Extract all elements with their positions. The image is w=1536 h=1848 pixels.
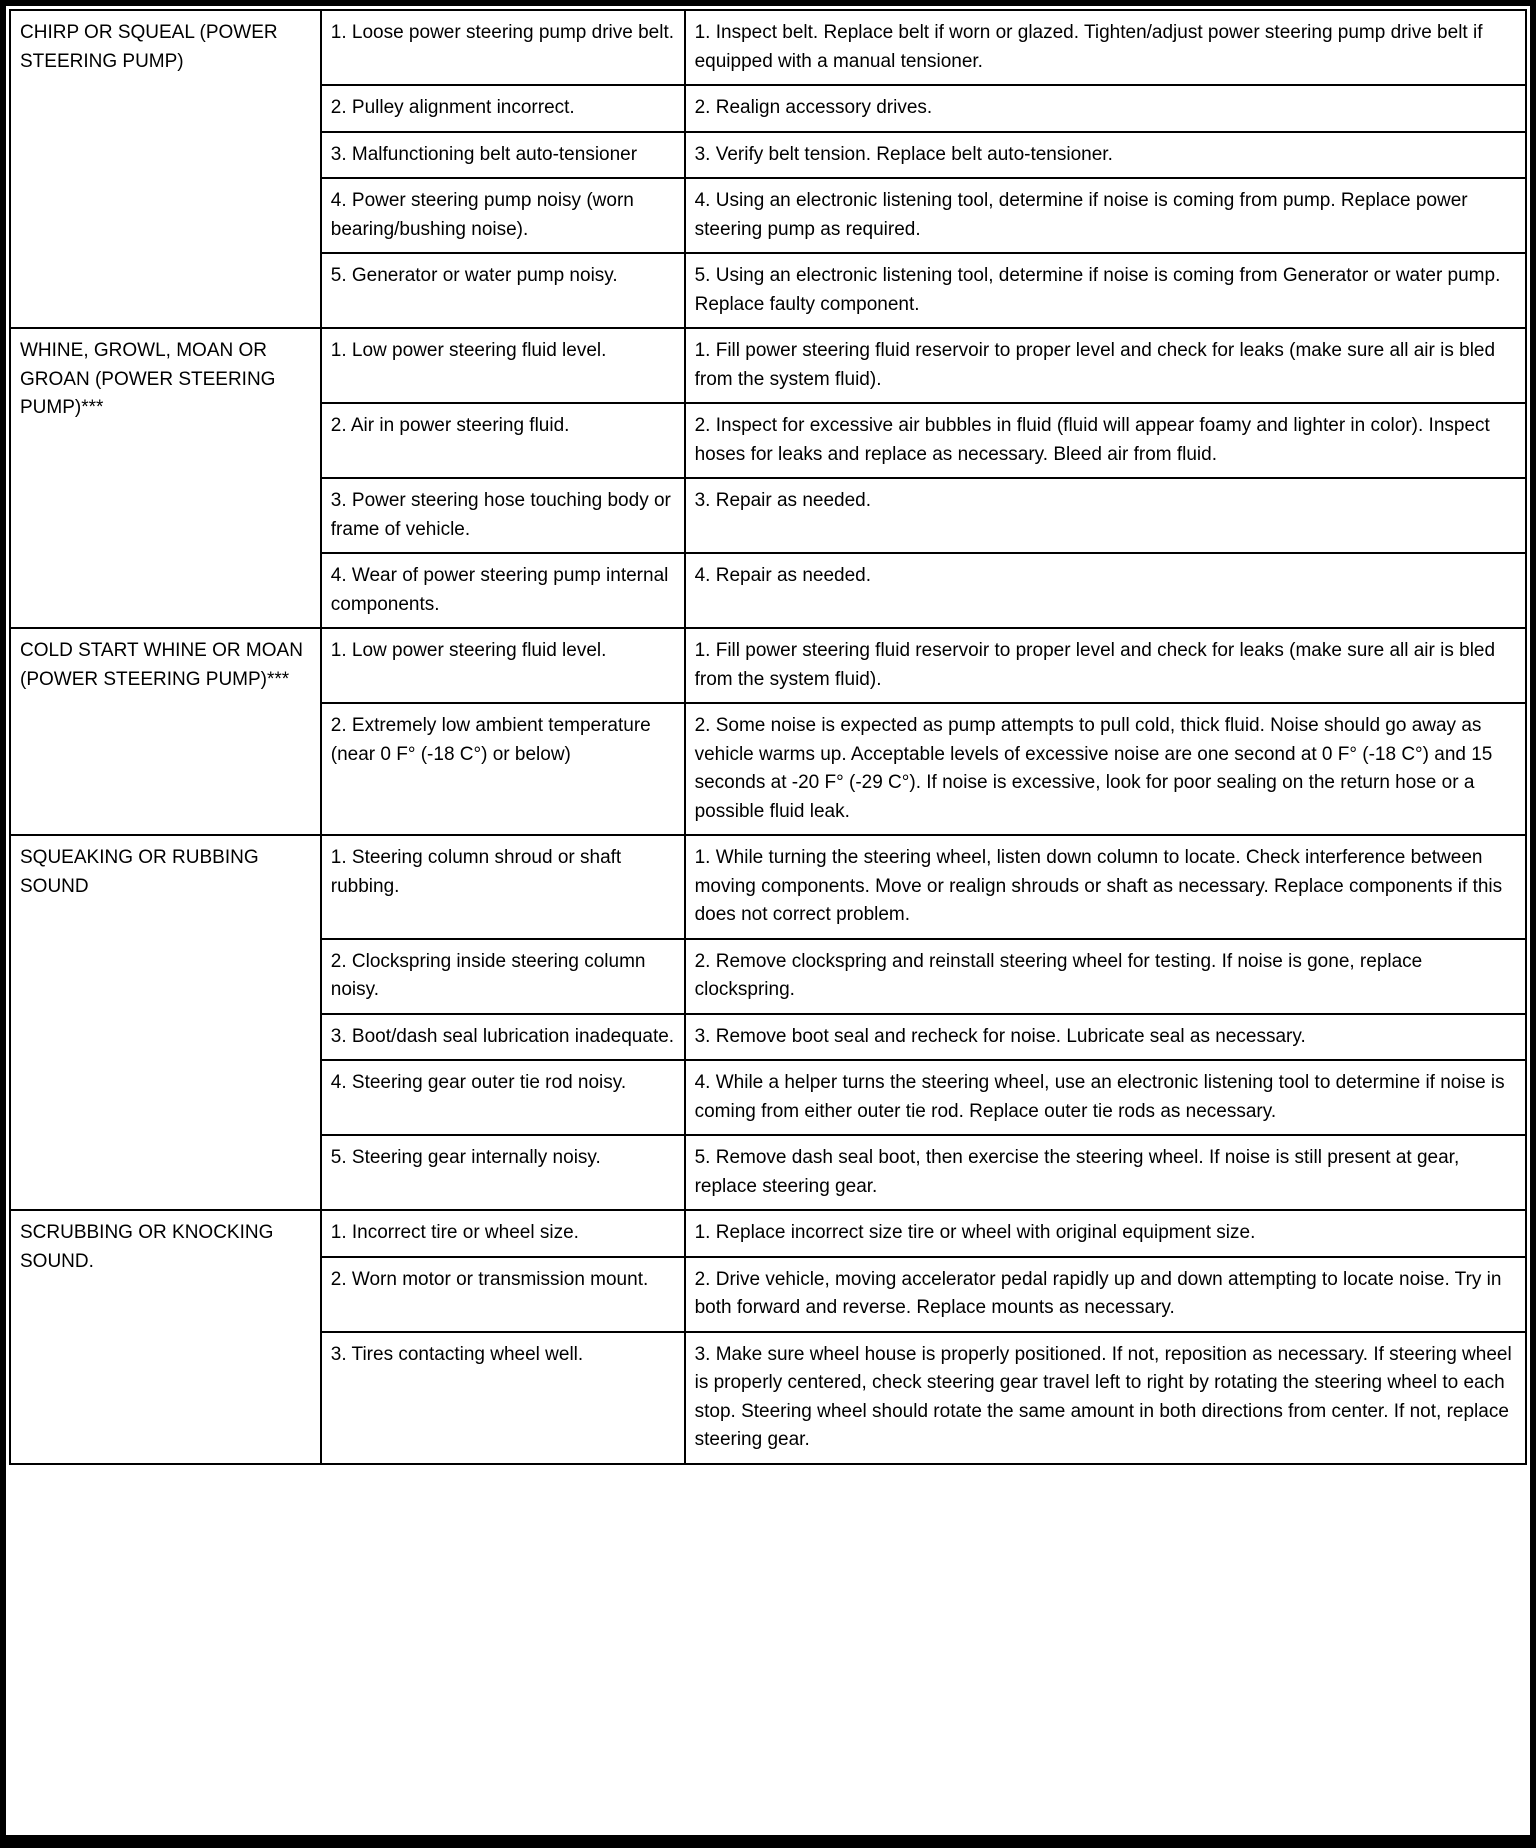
cause-cell: 4. Wear of power steering pump internal components. xyxy=(321,553,685,628)
action-cell: 3. Make sure wheel house is properly positioned. If not, reposition as necessary. If steering wheel is properly centered, check steering gear travel left to right by rotating the steering wheel to each stop. Steering wheel should rotate the same amount in both directions from center. If not, replace steering gear. xyxy=(685,1332,1526,1464)
cause-cell: 1. Low power steering fluid level. xyxy=(321,328,685,403)
action-cell: 5. Using an electronic listening tool, determine if noise is coming from Generator or water pump. Replace faulty component. xyxy=(685,253,1526,328)
action-cell: 1. Fill power steering fluid reservoir to proper level and check for leaks (make sure all air is bled from the system fluid). xyxy=(685,328,1526,403)
table-row xyxy=(10,328,1526,403)
cause-cell: 1. Loose power steering pump drive belt. xyxy=(321,10,685,85)
action-cell: 1. Inspect belt. Replace belt if worn or glazed. Tighten/adjust power steering pump drive belt if equipped with a manual tensioner. xyxy=(685,10,1526,85)
action-cell: 4. While a helper turns the steering wheel, use an electronic listening tool to determine if noise is coming from either outer tie rod. Replace outer tie rods as necessary. xyxy=(685,1060,1526,1135)
condition-cell: WHINE, GROWL, MOAN OR GROAN (POWER STEERING PUMP)*** xyxy=(10,328,321,628)
table-row xyxy=(10,1210,1526,1257)
cause-cell: 3. Tires contacting wheel well. xyxy=(321,1332,685,1464)
condition-cell: SCRUBBING OR KNOCKING SOUND. xyxy=(10,1210,321,1464)
cause-cell: 1. Steering column shroud or shaft rubbing. xyxy=(321,835,685,939)
table-row xyxy=(10,628,1526,703)
action-cell: 2. Realign accessory drives. xyxy=(685,85,1526,132)
action-cell: 2. Drive vehicle, moving accelerator pedal rapidly up and down attempting to locate noise. Try in both forward and reverse. Replace mounts as necessary. xyxy=(685,1257,1526,1332)
action-cell: 3. Repair as needed. xyxy=(685,478,1526,553)
cause-cell: 2. Pulley alignment incorrect. xyxy=(321,85,685,132)
cause-cell: 2. Air in power steering fluid. xyxy=(321,403,685,478)
cause-cell: 3. Malfunctioning belt auto-tensioner xyxy=(321,132,685,179)
action-cell: 4. Using an electronic listening tool, determine if noise is coming from pump. Replace power steering pump as required. xyxy=(685,178,1526,253)
cause-cell: 3. Boot/dash seal lubrication inadequate. xyxy=(321,1014,685,1061)
troubleshooting-table xyxy=(9,9,1527,1465)
condition-cell: CHIRP OR SQUEAL (POWER STEERING PUMP) xyxy=(10,10,321,328)
table-row xyxy=(10,835,1526,939)
action-cell: 5. Remove dash seal boot, then exercise the steering wheel. If noise is still present at gear, replace steering gear. xyxy=(685,1135,1526,1210)
cause-cell: 1. Incorrect tire or wheel size. xyxy=(321,1210,685,1257)
cause-cell: 2. Clockspring inside steering column noisy. xyxy=(321,939,685,1014)
cause-cell: 4. Power steering pump noisy (worn bearing/bushing noise). xyxy=(321,178,685,253)
condition-cell: SQUEAKING OR RUBBING SOUND xyxy=(10,835,321,1210)
cause-cell: 2. Worn motor or transmission mount. xyxy=(321,1257,685,1332)
cause-cell: 5. Generator or water pump noisy. xyxy=(321,253,685,328)
action-cell: 2. Inspect for excessive air bubbles in fluid (fluid will appear foamy and lighter in color). Inspect hoses for leaks and replace as necessary. Bleed air from fluid. xyxy=(685,403,1526,478)
action-cell: 2. Some noise is expected as pump attempts to pull cold, thick fluid. Noise should go away as vehicle warms up. Acceptable levels of excessive noise are one second at 0 F° (-18 C°) and 15 seconds at -20 F° (-29 C°). If noise is excessive, look for poor sealing on the return hose or a possible fluid leak. xyxy=(685,703,1526,835)
cause-cell: 1. Low power steering fluid level. xyxy=(321,628,685,703)
action-cell: 1. While turning the steering wheel, listen down column to locate. Check interference between moving components. Move or realign shrouds or shaft as necessary. Replace components if this does not correct problem. xyxy=(685,835,1526,939)
action-cell: 3. Remove boot seal and recheck for noise. Lubricate seal as necessary. xyxy=(685,1014,1526,1061)
action-cell: 1. Replace incorrect size tire or wheel with original equipment size. xyxy=(685,1210,1526,1257)
condition-cell: COLD START WHINE OR MOAN (POWER STEERING PUMP)*** xyxy=(10,628,321,835)
action-cell: 1. Fill power steering fluid reservoir to proper level and check for leaks (make sure all air is bled from the system fluid). xyxy=(685,628,1526,703)
action-cell: 3. Verify belt tension. Replace belt auto-tensioner. xyxy=(685,132,1526,179)
cause-cell: 4. Steering gear outer tie rod noisy. xyxy=(321,1060,685,1135)
cause-cell: 2. Extremely low ambient temperature (near 0 F° (-18 C°) or below) xyxy=(321,703,685,835)
table-row xyxy=(10,10,1526,85)
cause-cell: 5. Steering gear internally noisy. xyxy=(321,1135,685,1210)
action-cell: 4. Repair as needed. xyxy=(685,553,1526,628)
cause-cell: 3. Power steering hose touching body or frame of vehicle. xyxy=(321,478,685,553)
action-cell: 2. Remove clockspring and reinstall steering wheel for testing. If noise is gone, replace clockspring. xyxy=(685,939,1526,1014)
